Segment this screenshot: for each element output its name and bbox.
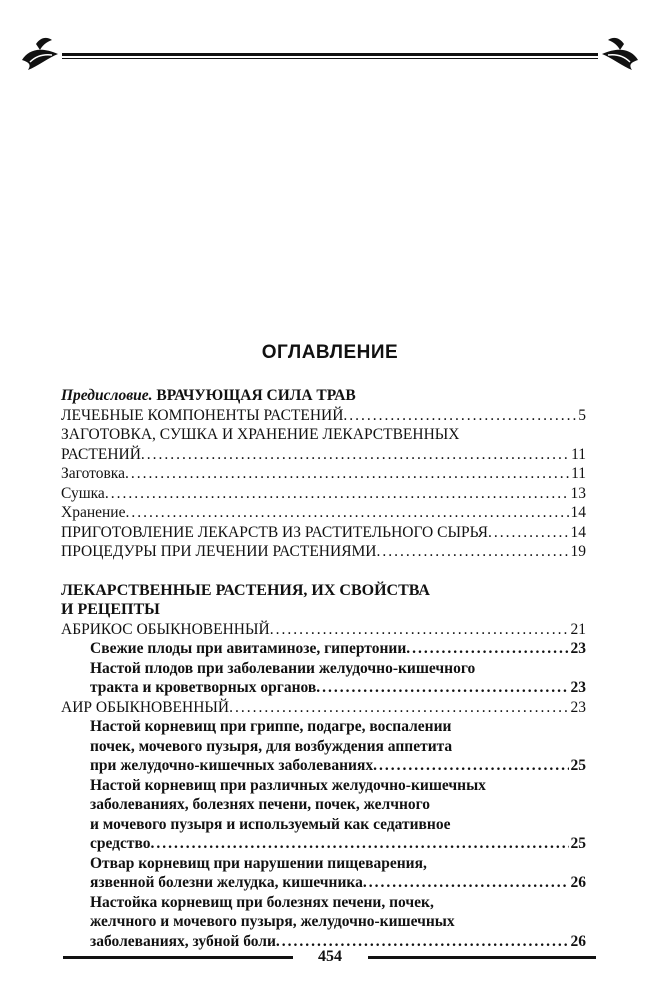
dot-leader xyxy=(151,834,569,854)
toc-entry[interactable] xyxy=(61,756,586,776)
toc-entry-label: РАСТЕНИЙ xyxy=(61,445,141,463)
toc-heading-part: Предисловие. xyxy=(61,387,153,404)
section-gap xyxy=(61,562,586,581)
toc-entry-page: 25 xyxy=(570,757,586,774)
toc-entry[interactable] xyxy=(61,445,586,465)
dot-leader xyxy=(363,873,569,893)
toc-line: желчного и мочевого пузыря, желудочно-кишечных xyxy=(90,913,455,930)
toc-entry-page: 11 xyxy=(571,445,586,463)
toc-line: почек, мочевого пузыря, для возбуждения аппетита xyxy=(90,737,453,755)
toc-entry-page: 19 xyxy=(570,543,586,560)
toc-line: Отвар корневищ при нарушении пищеварения, xyxy=(90,854,427,872)
toc-line: Настой плодов при заболевании желудочно-кишечного xyxy=(90,659,476,677)
dot-leader xyxy=(406,639,568,659)
toc-entry[interactable] xyxy=(61,620,586,640)
toc-entry-page: 21 xyxy=(570,620,586,638)
toc-entry[interactable] xyxy=(61,523,586,543)
toc-entry-page: 26 xyxy=(570,874,586,891)
toc-entry-page: 23 xyxy=(570,679,586,696)
floral-ornament-icon xyxy=(18,32,62,76)
dot-leader xyxy=(125,464,569,484)
toc-entry[interactable] xyxy=(61,406,586,426)
toc-entry-page: 23 xyxy=(570,698,586,716)
toc-entry[interactable] xyxy=(61,639,586,659)
toc-entry[interactable] xyxy=(61,834,586,854)
toc-line: заболеваниях, болезнях печени, почек, желчного xyxy=(90,796,431,813)
toc-entry[interactable] xyxy=(61,464,586,484)
toc-entry-label: заболеваниях, зубной боли xyxy=(90,932,276,950)
dot-leader xyxy=(125,503,568,523)
toc-entry-label: АБРИКОС ОБЫКНОВЕННЫЙ xyxy=(61,620,270,638)
toc-entry[interactable] xyxy=(61,678,586,698)
toc-line: и мочевого пузыря и используемый как седативное xyxy=(90,815,451,833)
toc-entry-label: Заготовка xyxy=(61,465,125,482)
toc-entry-page: 14 xyxy=(570,504,586,521)
dot-leader xyxy=(141,445,569,465)
toc-entry-label: язвенной болезни желудка, кишечника xyxy=(90,874,363,891)
toc-entry[interactable] xyxy=(61,873,586,893)
toc-title: ОГЛАВЛЕНИЕ xyxy=(261,342,399,363)
top-rule xyxy=(62,53,598,56)
toc-entry-page: 5 xyxy=(578,406,586,424)
toc-entry-label: Свежие плоды при авитаминозе, гипертонии xyxy=(90,640,407,657)
section-heading: И РЕЦЕПТЫ xyxy=(61,601,160,618)
toc-entry-page: 14 xyxy=(570,523,586,541)
dot-leader xyxy=(343,406,576,426)
toc-line: Настой корневищ при гриппе, подагре, воспалении xyxy=(90,718,452,735)
section-heading: ЛЕКАРСТВЕННЫЕ РАСТЕНИЯ, ИХ СВОЙСТВА xyxy=(61,581,430,599)
toc-entry-label: АИР ОБЫКНОВЕННЫЙ xyxy=(61,698,230,716)
page-number: 454 xyxy=(318,948,342,965)
toc-entry-page: 11 xyxy=(571,465,586,482)
footer-rule-right xyxy=(368,956,596,959)
toc-entry-page: 26 xyxy=(570,932,586,950)
toc-entry-label: ПРИГОТОВЛЕНИЕ ЛЕКАРСТВ ИЗ РАСТИТЕЛЬНОГО СЫРЬЯ xyxy=(61,523,488,541)
dot-leader xyxy=(105,484,569,504)
dot-leader xyxy=(373,756,568,776)
table-of-contents xyxy=(61,386,586,951)
toc-line: Настойка корневищ при болезнях печени, почек, xyxy=(90,893,434,911)
toc-entry-label: ПРОЦЕДУРЫ ПРИ ЛЕЧЕНИИ РАСТЕНИЯМИ xyxy=(61,543,377,560)
toc-entry[interactable] xyxy=(61,542,586,562)
toc-entry-label: ЛЕЧЕБНЫЕ КОМПОНЕНТЫ РАСТЕНИЙ xyxy=(61,406,344,424)
toc-entry-label: Сушка xyxy=(61,484,105,502)
toc-entry-label: тракта и кроветворных органов xyxy=(90,679,317,696)
toc-heading-part: ВРАЧУЮЩАЯ СИЛА ТРАВ xyxy=(152,387,356,404)
page-footer xyxy=(0,948,660,968)
dot-leader xyxy=(229,698,568,718)
toc-entry[interactable] xyxy=(61,698,586,718)
toc-entry-label: Хранение xyxy=(61,504,126,521)
toc-entry-label: при желудочно-кишечных заболеваниях xyxy=(90,757,374,774)
toc-entry-page: 13 xyxy=(570,484,586,502)
toc-entry[interactable] xyxy=(61,484,586,504)
toc-entry-page: 23 xyxy=(570,640,586,657)
toc-line: ЗАГОТОВКА, СУШКА И ХРАНЕНИЕ ЛЕКАРСТВЕННЫХ xyxy=(61,426,460,443)
dot-leader xyxy=(270,620,569,640)
floral-ornament-icon xyxy=(598,32,642,76)
dot-leader xyxy=(488,523,569,543)
toc-entry-label: средство xyxy=(90,835,151,852)
dot-leader xyxy=(377,542,569,562)
toc-entry-page: 25 xyxy=(570,835,586,852)
toc-line: Настой корневищ при различных желудочно-кишечных xyxy=(90,776,486,794)
toc-heading xyxy=(61,386,586,406)
toc-entry[interactable] xyxy=(61,503,586,523)
dot-leader xyxy=(316,678,568,698)
